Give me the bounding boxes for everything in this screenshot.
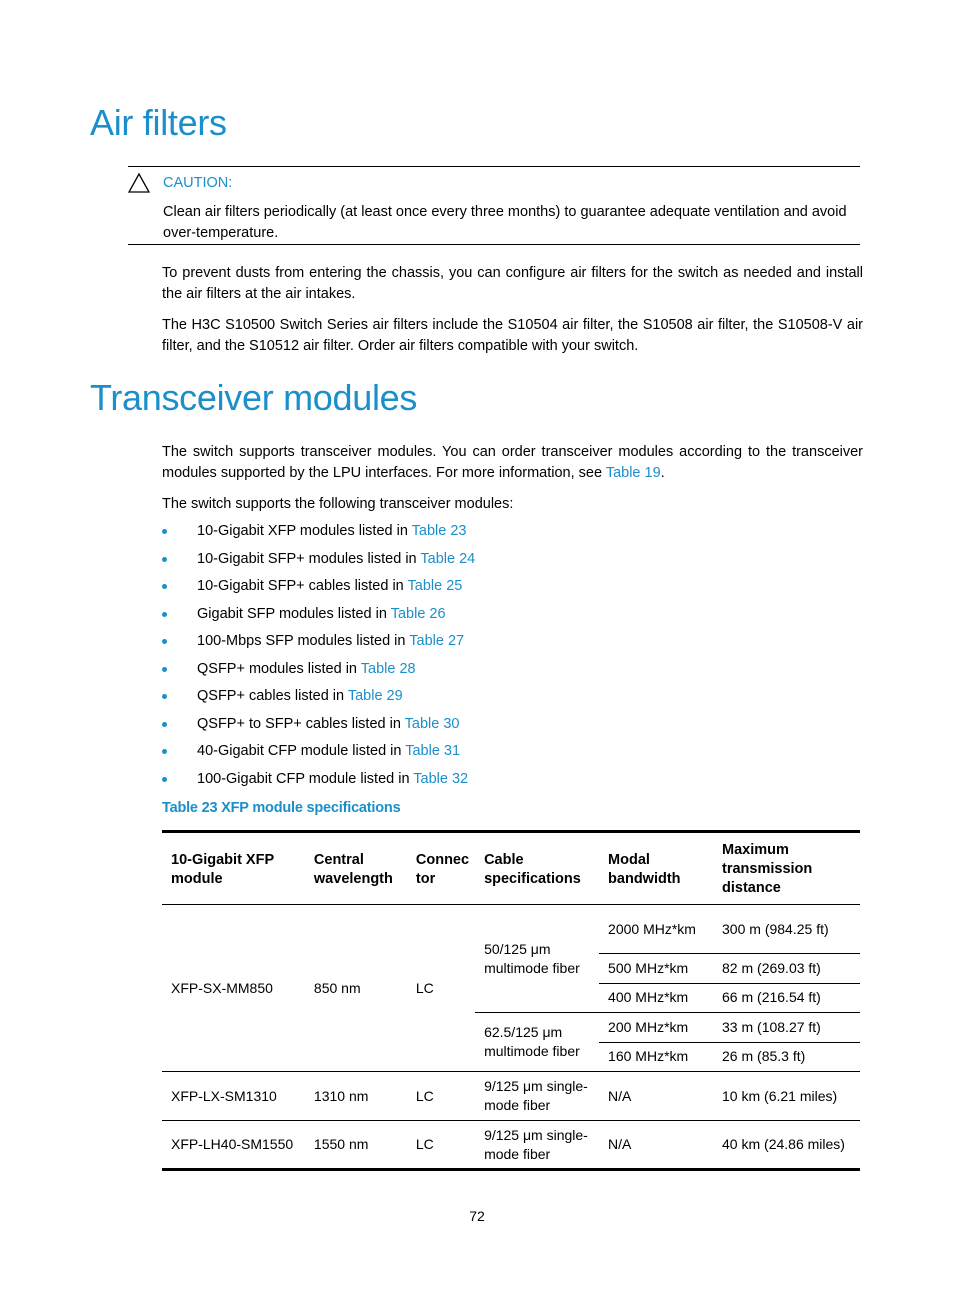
header-wavelength: Central wavelength <box>313 851 393 887</box>
list-item-text: Gigabit SFP modules listed in <box>197 605 391 622</box>
heading-air-filters: Air filters <box>90 102 227 143</box>
cell-distance: 33 m (108.27 ft) <box>713 1013 860 1043</box>
cell-distance: 66 m (216.54 ft) <box>713 983 860 1013</box>
cell-distance: 10 km (6.21 miles) <box>713 1072 860 1121</box>
link-table-19[interactable]: Table 19 <box>605 465 661 481</box>
cell-cable: 62.5/125 μm multimode fiber <box>475 1013 599 1072</box>
bullet-icon <box>162 557 167 562</box>
link-table-23[interactable]: Table 23 <box>411 523 467 539</box>
link-table-27[interactable]: Table 27 <box>409 633 465 649</box>
header-cable: Cable specifications <box>484 851 581 887</box>
header-bandwidth: Modal bandwidth <box>608 851 681 887</box>
list-item-text: QSFP+ to SFP+ cables listed in <box>197 715 405 732</box>
cell-connector: LC <box>415 1136 434 1152</box>
cell-distance: 82 m (269.03 ft) <box>713 954 860 984</box>
list-item <box>162 685 475 713</box>
cell-distance: 300 m (984.25 ft) <box>722 920 829 937</box>
bullet-icon <box>162 612 167 617</box>
cell-module: XFP-LH40-SM1550 <box>171 1136 294 1152</box>
heading-transceiver-modules: Transceiver modules <box>90 377 418 418</box>
cell-connector: LC <box>407 905 475 1072</box>
list-item <box>162 575 475 603</box>
list-item-text: QSFP+ modules listed in <box>197 660 361 677</box>
cell-bandwidth: N/A <box>599 1072 713 1121</box>
list-item-text: QSFP+ cables listed in <box>197 688 348 704</box>
cell-distance: 40 km (24.86 miles) <box>722 1136 845 1152</box>
table-caption: Table 23 XFP module specifications <box>162 800 401 816</box>
transceiver-list <box>162 520 475 795</box>
cell-distance: 26 m (85.3 ft) <box>713 1042 860 1072</box>
caution-label: CAUTION: <box>163 175 233 191</box>
list-item <box>162 520 475 548</box>
bullet-icon <box>162 584 167 589</box>
table-row <box>162 1072 860 1121</box>
list-item-text: 10-Gigabit SFP+ modules listed in <box>197 550 421 567</box>
bullet-icon <box>162 722 167 727</box>
list-item <box>162 548 475 576</box>
cell-bandwidth: 500 MHz*km <box>599 954 713 984</box>
bullet-icon <box>162 749 167 754</box>
air-filters-paragraph-1: To prevent dusts from entering the chassis, you can configure air filters for the switch as needed and install the air filters at the air intakes. <box>162 265 863 302</box>
table-row <box>162 905 860 954</box>
link-table-24[interactable]: Table 24 <box>420 550 476 567</box>
paragraph-end: . <box>660 465 665 481</box>
header-module: 10-Gigabit XFP module <box>171 851 274 887</box>
bullet-icon <box>162 694 167 699</box>
cell-module: XFP-LX-SM1310 <box>162 1072 305 1121</box>
list-item <box>162 768 475 796</box>
transceiver-paragraph-2: The switch supports the following transceiver modules: <box>162 496 514 512</box>
list-item-text: 10-Gigabit XFP modules listed in <box>197 523 412 539</box>
list-item <box>162 658 475 686</box>
link-table-30[interactable]: Table 30 <box>404 715 460 732</box>
caution-text: Clean air filters periodically (at least once every three months) to guarantee adequate ventilation and avoid over-temperature. <box>163 204 847 241</box>
paragraph-text: The switch supports transceiver modules. You can order transceiver modules according to the transceiver modules supported by the LPU interfaces. For more information, see <box>162 444 863 481</box>
cell-bandwidth: 200 MHz*km <box>599 1013 713 1043</box>
list-item-text: 100-Gigabit CFP module listed in <box>197 770 414 787</box>
cell-module: XFP-SX-MM850 <box>162 905 305 1072</box>
list-item <box>162 603 475 631</box>
xfp-spec-table <box>162 830 860 1171</box>
cell-cable: 9/125 μm single-mode fiber <box>475 1072 599 1121</box>
cell-wavelength: 1310 nm <box>305 1072 407 1121</box>
air-filters-paragraph-2: The H3C S10500 Switch Series air filters include the S10504 air filter, the S10508 air filter, the S10508-V air filter, and the S10512 air filter. Order air filters compatible with your switch. <box>162 317 863 354</box>
table-header-row <box>162 832 860 905</box>
cell-bandwidth: 400 MHz*km <box>599 983 713 1013</box>
bullet-icon <box>162 639 167 644</box>
cell-connector: LC <box>407 1072 475 1121</box>
cell-wavelength: 1550 nm <box>313 1136 369 1152</box>
bullet-icon <box>162 529 167 534</box>
link-table-31[interactable]: Table 31 <box>405 743 461 759</box>
cell-cable: 50/125 μm multimode fiber <box>475 905 599 1013</box>
bullet-icon <box>162 777 167 782</box>
cell-bandwidth: N/A <box>608 1136 632 1152</box>
list-item <box>162 630 475 658</box>
list-item-text: 10-Gigabit SFP+ cables listed in <box>197 578 408 594</box>
link-table-32[interactable]: Table 32 <box>413 770 469 787</box>
caution-box <box>128 166 860 245</box>
cell-wavelength: 850 nm <box>305 905 407 1072</box>
link-table-26[interactable]: Table 26 <box>390 605 446 622</box>
table-row <box>162 1121 860 1170</box>
list-item-text: 100-Mbps SFP modules listed in <box>197 633 410 649</box>
link-table-29[interactable]: Table 29 <box>347 688 403 704</box>
header-distance: Maximum transmission distance <box>722 842 813 896</box>
header-connector: Connec tor <box>415 851 470 887</box>
caution-icon <box>128 172 150 194</box>
cell-bandwidth: 2000 MHz*km <box>608 920 696 937</box>
bullet-icon <box>162 667 167 672</box>
cell-bandwidth: 160 MHz*km <box>599 1042 713 1072</box>
page-number: 72 <box>469 1208 485 1224</box>
link-table-25[interactable]: Table 25 <box>407 578 463 594</box>
link-table-28[interactable]: Table 28 <box>360 660 416 677</box>
list-item <box>162 713 475 741</box>
transceiver-paragraph-1 <box>162 442 863 484</box>
list-item-text: 40-Gigabit CFP module listed in <box>197 743 406 759</box>
cell-cable: 9/125 μm single-mode fiber <box>484 1126 588 1162</box>
list-item <box>162 740 475 768</box>
